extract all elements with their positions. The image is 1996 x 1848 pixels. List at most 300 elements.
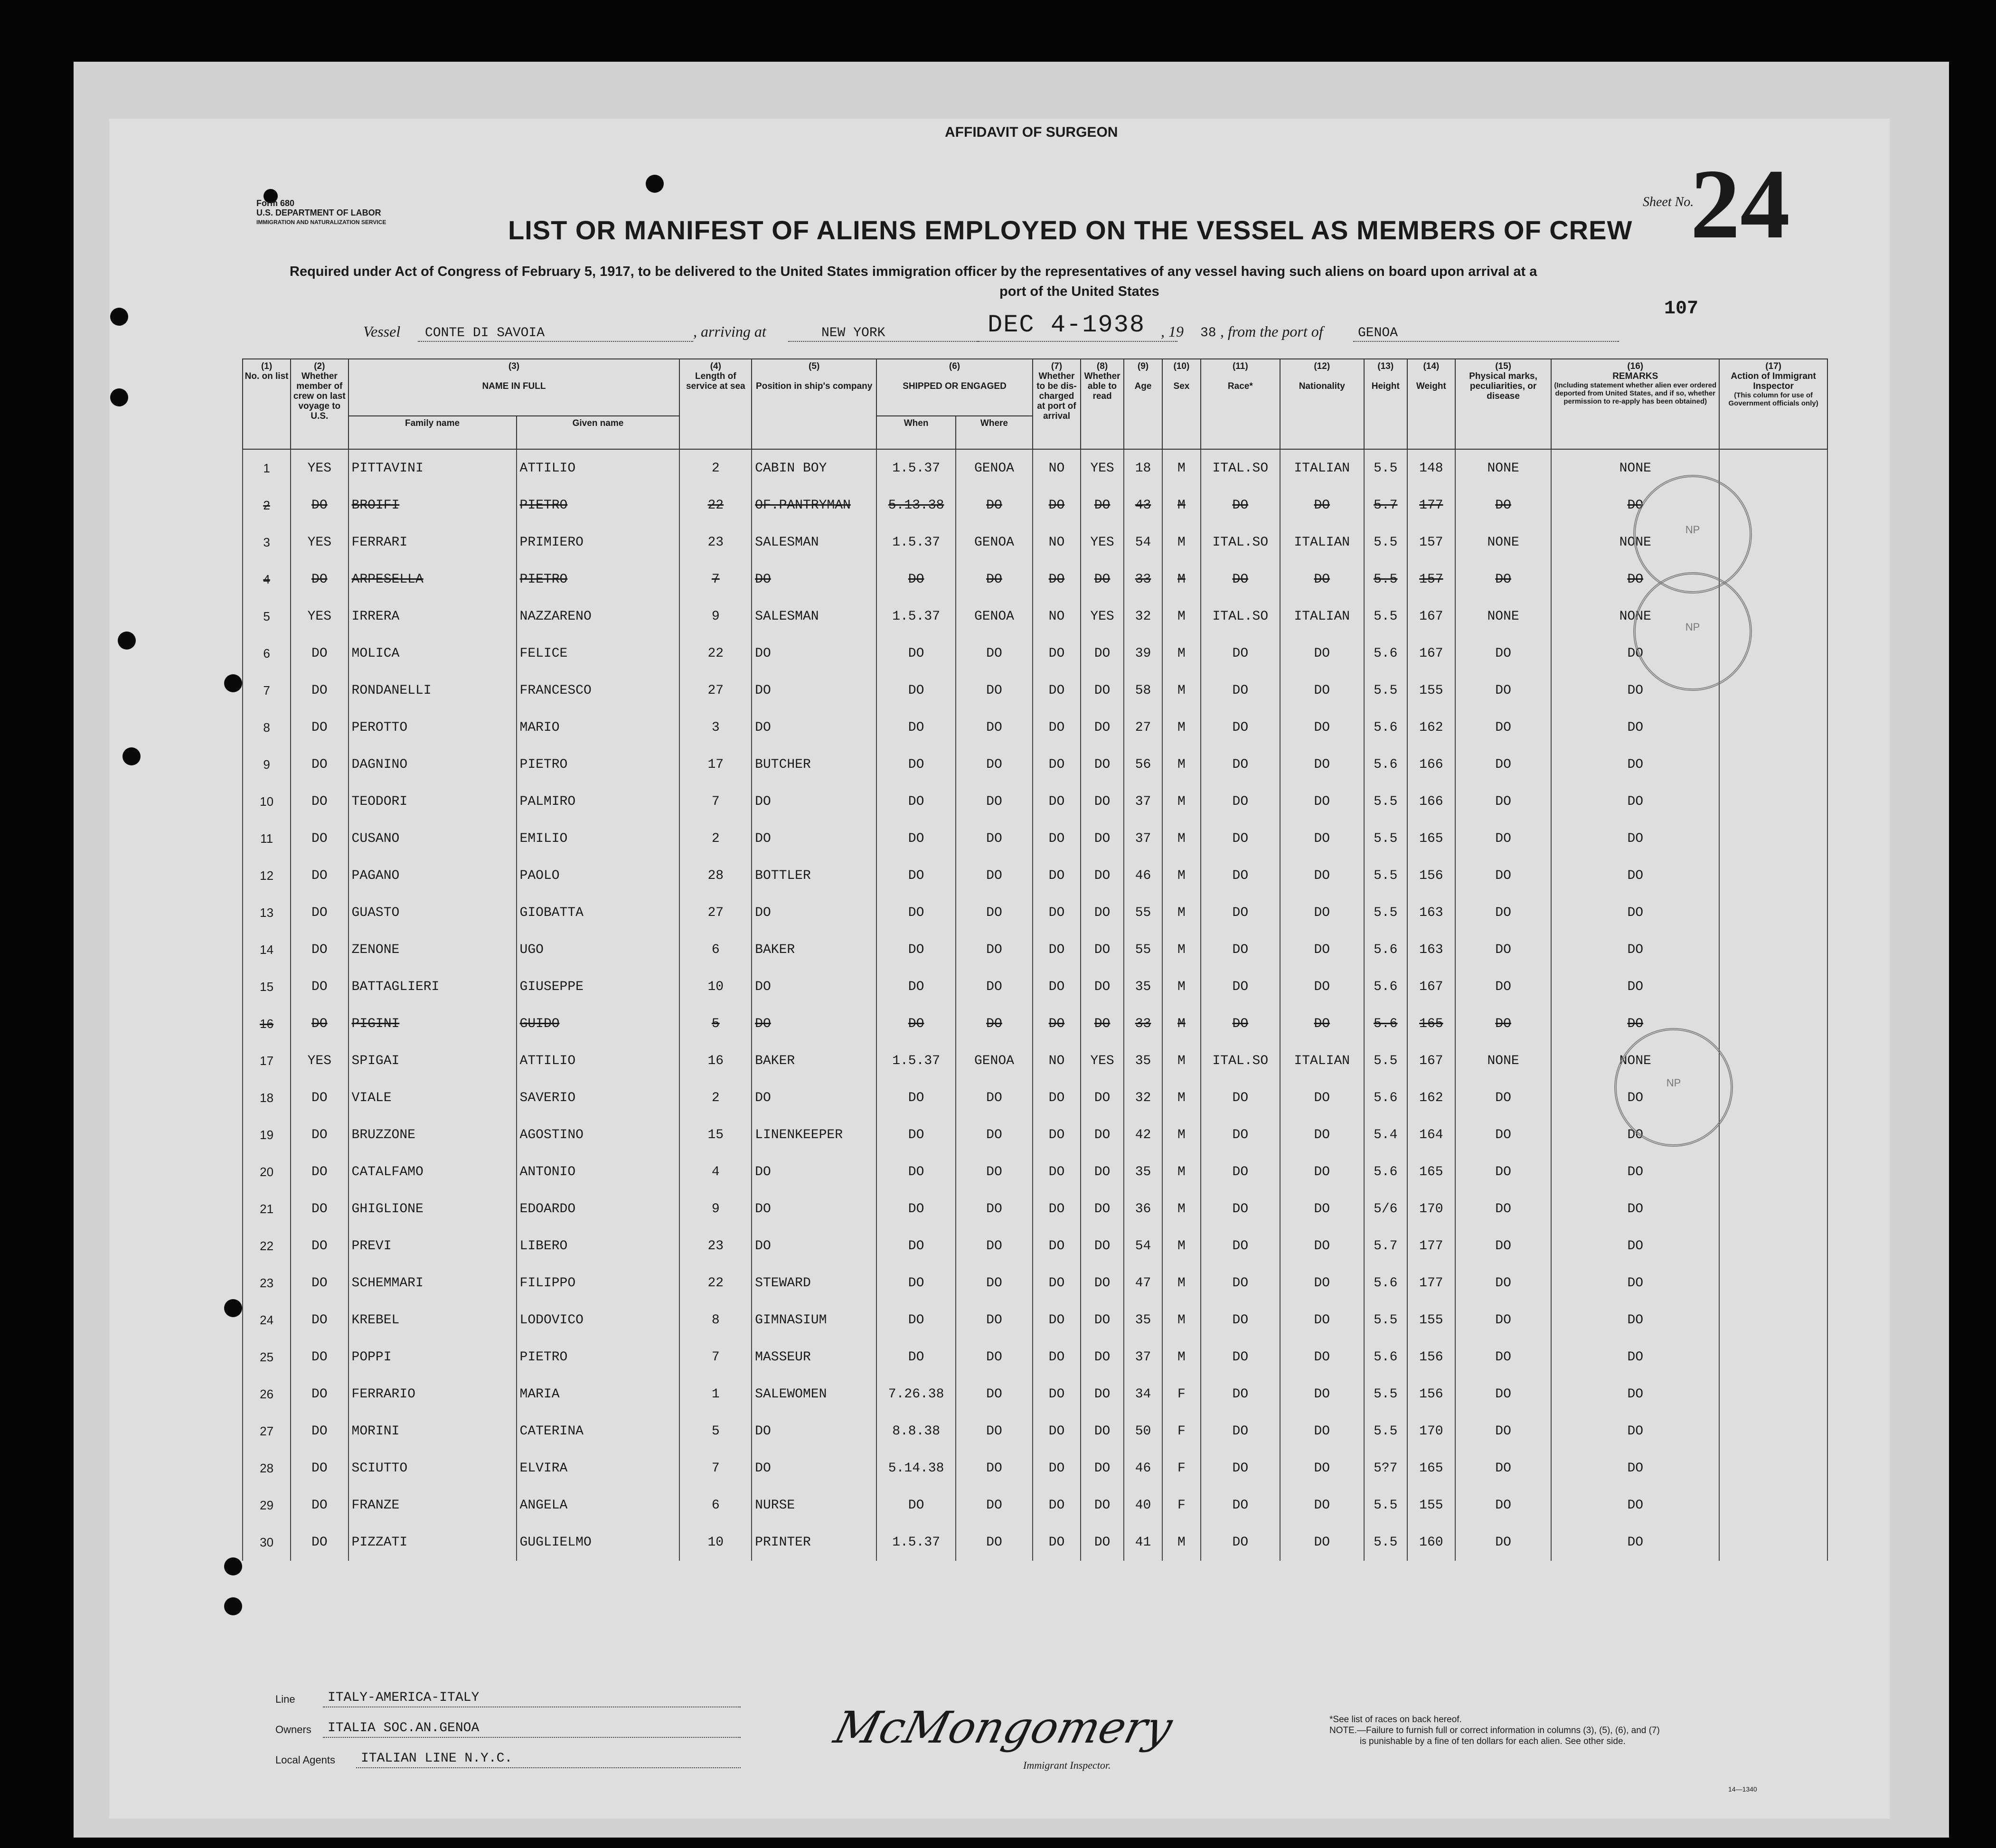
cell-disch: DO	[1033, 1301, 1081, 1339]
cell-where: DO	[956, 783, 1033, 820]
cell-when: DO	[876, 931, 956, 968]
fine-note-1: NOTE.—Failure to furnish full or correct information in columns (3), (5), (6), and (7)	[1329, 1725, 1660, 1735]
col-header-service-length: (4) Length of service at sea	[679, 359, 752, 449]
cell-disch: DO	[1033, 1116, 1081, 1153]
cell-marks: DO	[1455, 783, 1551, 820]
cell-race: DO	[1201, 1264, 1280, 1301]
cell-prev: DO	[291, 857, 348, 894]
subtitle-line-2: port of the United States	[999, 284, 1159, 299]
cell-service: 22	[679, 635, 752, 672]
cell-where: DO	[956, 1116, 1033, 1153]
page-title: LIST OR MANIFEST OF ALIENS EMPLOYED ON THE VESSEL AS MEMBERS OF CREW	[508, 215, 1633, 245]
cell-height: 5.5	[1364, 598, 1407, 635]
table-row	[243, 635, 1827, 672]
cell-race: DO	[1201, 746, 1280, 783]
cell-where: DO	[956, 487, 1033, 524]
cell-weight: 156	[1407, 1339, 1455, 1376]
cell-family: GUASTO	[348, 894, 517, 931]
agents-underline	[356, 1767, 741, 1768]
cell-given: ATTILIO	[517, 1042, 680, 1079]
cell-height: 5.5	[1364, 1487, 1407, 1524]
cell-given: PALMIRO	[517, 783, 680, 820]
cell-nat: DO	[1280, 894, 1364, 931]
vessel-underline	[418, 341, 693, 342]
cell-disch: DO	[1033, 1413, 1081, 1450]
cell-nat: DO	[1280, 857, 1364, 894]
cell-where: DO	[956, 1524, 1033, 1561]
cell-weight: 155	[1407, 672, 1455, 709]
cell-disch: DO	[1033, 1524, 1081, 1561]
cell-family: CUSANO	[348, 820, 517, 857]
cell-nat: DO	[1280, 1376, 1364, 1413]
cell-age: 58	[1124, 672, 1162, 709]
cell-prev: DO	[291, 894, 348, 931]
cell-remarks: DO	[1551, 635, 1719, 672]
cell-service: 10	[679, 968, 752, 1005]
punch-hole	[224, 1597, 242, 1615]
cell-no: 20	[243, 1153, 291, 1190]
table-row	[243, 1376, 1827, 1413]
cell-remarks: DO	[1551, 931, 1719, 968]
cell-nat: DO	[1280, 1450, 1364, 1487]
cell-position: DO	[752, 894, 876, 931]
cell-disch: NO	[1033, 598, 1081, 635]
table-row	[243, 709, 1827, 746]
cell-race: DO	[1201, 968, 1280, 1005]
cell-weight: 155	[1407, 1487, 1455, 1524]
cell-family: PREVI	[348, 1227, 517, 1264]
cell-remarks: DO	[1551, 487, 1719, 524]
cell-weight: 156	[1407, 1376, 1455, 1413]
cell-service: 2	[679, 449, 752, 487]
cell-position: DO	[752, 820, 876, 857]
table-row	[243, 1264, 1827, 1301]
cell-remarks: DO	[1551, 894, 1719, 931]
cell-age: 55	[1124, 931, 1162, 968]
col-header-given-name: Given name	[517, 416, 680, 449]
cell-disch: DO	[1033, 1450, 1081, 1487]
cell-prev: DO	[291, 783, 348, 820]
cell-inspector	[1719, 709, 1827, 746]
cell-position: SALESMAN	[752, 598, 876, 635]
cell-no: 23	[243, 1264, 291, 1301]
cell-disch: DO	[1033, 672, 1081, 709]
cell-service: 22	[679, 487, 752, 524]
cell-weight: 177	[1407, 1227, 1455, 1264]
cell-prev: DO	[291, 1487, 348, 1524]
cell-prev: DO	[291, 1005, 348, 1042]
cell-age: 33	[1124, 1005, 1162, 1042]
inspector-signature: McMongomery	[829, 1702, 1177, 1753]
col-header-shipped: (6) SHIPPED OR ENGAGED	[876, 359, 1033, 416]
cell-no: 15	[243, 968, 291, 1005]
cell-inspector	[1719, 857, 1827, 894]
cell-family: FERRARI	[348, 524, 517, 561]
cell-inspector	[1719, 1264, 1827, 1301]
cell-family: BATTAGLIERI	[348, 968, 517, 1005]
from-port: GENOA	[1358, 326, 1398, 340]
cell-sex: M	[1162, 487, 1201, 524]
cell-given: NAZZARENO	[517, 598, 680, 635]
cell-position: SALESMAN	[752, 524, 876, 561]
cell-height: 5.6	[1364, 746, 1407, 783]
cell-weight: 167	[1407, 635, 1455, 672]
cell-prev: DO	[291, 820, 348, 857]
cell-where: DO	[956, 1005, 1033, 1042]
cell-sex: F	[1162, 1376, 1201, 1413]
cell-read: DO	[1081, 968, 1124, 1005]
cell-service: 9	[679, 598, 752, 635]
cell-age: 34	[1124, 1376, 1162, 1413]
cell-prev: YES	[291, 598, 348, 635]
port-underline	[788, 341, 978, 342]
cell-where: DO	[956, 709, 1033, 746]
cell-read: DO	[1081, 487, 1124, 524]
cell-read: DO	[1081, 894, 1124, 931]
cell-race: DO	[1201, 635, 1280, 672]
cell-read: DO	[1081, 820, 1124, 857]
cell-read: DO	[1081, 1524, 1124, 1561]
cell-disch: DO	[1033, 746, 1081, 783]
cell-family: GHIGLIONE	[348, 1190, 517, 1227]
cell-inspector	[1719, 820, 1827, 857]
cell-marks: DO	[1455, 1339, 1551, 1376]
cell-age: 54	[1124, 524, 1162, 561]
cell-age: 35	[1124, 1153, 1162, 1190]
table-row	[243, 1301, 1827, 1339]
cell-service: 1	[679, 1376, 752, 1413]
cell-marks: DO	[1455, 1005, 1551, 1042]
cell-read: DO	[1081, 1413, 1124, 1450]
cell-read: DO	[1081, 1339, 1124, 1376]
cell-height: 5.5	[1364, 1042, 1407, 1079]
cell-race: DO	[1201, 1153, 1280, 1190]
cell-race: DO	[1201, 820, 1280, 857]
col-header-when: When	[876, 416, 956, 449]
cell-service: 27	[679, 672, 752, 709]
cell-inspector	[1719, 1005, 1827, 1042]
cell-prev: DO	[291, 561, 348, 598]
cell-height: 5/6	[1364, 1190, 1407, 1227]
cell-weight: 155	[1407, 1301, 1455, 1339]
cell-where: DO	[956, 1190, 1033, 1227]
cell-disch: DO	[1033, 1376, 1081, 1413]
cell-remarks: DO	[1551, 561, 1719, 598]
table-row	[243, 1005, 1827, 1042]
cell-no: 25	[243, 1339, 291, 1376]
cell-marks: DO	[1455, 672, 1551, 709]
table-row	[243, 746, 1827, 783]
cell-age: 35	[1124, 1301, 1162, 1339]
cell-when: 8.8.38	[876, 1413, 956, 1450]
cell-sex: M	[1162, 709, 1201, 746]
cell-age: 18	[1124, 449, 1162, 487]
table-row	[243, 1339, 1827, 1376]
cell-family: PAGANO	[348, 857, 517, 894]
cell-prev: YES	[291, 524, 348, 561]
cell-no: 16	[243, 1005, 291, 1042]
cell-age: 54	[1124, 1227, 1162, 1264]
cell-remarks: NONE	[1551, 598, 1719, 635]
cell-read: DO	[1081, 783, 1124, 820]
cell-position: NURSE	[752, 1487, 876, 1524]
table-row	[243, 894, 1827, 931]
cell-inspector	[1719, 746, 1827, 783]
cell-no: 28	[243, 1450, 291, 1487]
cell-nat: DO	[1280, 1153, 1364, 1190]
cell-marks: DO	[1455, 894, 1551, 931]
cell-remarks: DO	[1551, 1524, 1719, 1561]
cell-disch: DO	[1033, 783, 1081, 820]
cell-weight: 165	[1407, 1450, 1455, 1487]
cell-marks: DO	[1455, 746, 1551, 783]
cell-remarks: DO	[1551, 1227, 1719, 1264]
cell-marks: DO	[1455, 968, 1551, 1005]
cell-given: FELICE	[517, 635, 680, 672]
col-header-remarks: (16) REMARKS (Including statement whether alien ever ordered deported from United States, and if so, whether permission to re-apply has been obtained)	[1551, 359, 1719, 449]
cell-when: DO	[876, 746, 956, 783]
cell-read: DO	[1081, 1227, 1124, 1264]
cell-position: DO	[752, 1227, 876, 1264]
cell-race: DO	[1201, 1450, 1280, 1487]
cell-marks: DO	[1455, 1450, 1551, 1487]
table-row	[243, 1190, 1827, 1227]
crew-manifest-table	[242, 358, 1828, 1561]
cell-when: DO	[876, 1079, 956, 1116]
table-header	[243, 359, 1827, 449]
table-row	[243, 931, 1827, 968]
cell-when: DO	[876, 1487, 956, 1524]
cell-where: GENOA	[956, 524, 1033, 561]
table-row	[243, 1116, 1827, 1153]
cell-sex: M	[1162, 672, 1201, 709]
cell-disch: DO	[1033, 968, 1081, 1005]
punch-hole	[118, 632, 136, 650]
cell-remarks: DO	[1551, 1487, 1719, 1524]
cell-inspector	[1719, 1301, 1827, 1339]
cell-no: 24	[243, 1301, 291, 1339]
cell-inspector	[1719, 1524, 1827, 1561]
cell-marks: DO	[1455, 1153, 1551, 1190]
cell-when: DO	[876, 1227, 956, 1264]
cell-given: PRIMIERO	[517, 524, 680, 561]
punch-hole	[122, 747, 141, 765]
table-row	[243, 449, 1827, 487]
cell-nat: DO	[1280, 1413, 1364, 1450]
cell-remarks: NONE	[1551, 449, 1719, 487]
cell-age: 37	[1124, 783, 1162, 820]
sheet-number-label: Sheet No.	[1643, 195, 1694, 209]
cell-family: FRANZE	[348, 1487, 517, 1524]
cell-read: DO	[1081, 1264, 1124, 1301]
col-header-where: Where	[956, 416, 1033, 449]
cell-where: DO	[956, 1301, 1033, 1339]
cell-inspector	[1719, 1153, 1827, 1190]
cell-nat: DO	[1280, 1005, 1364, 1042]
cell-nat: DO	[1280, 561, 1364, 598]
cell-given: GUIDO	[517, 1005, 680, 1042]
cell-remarks: NONE	[1551, 524, 1719, 561]
cell-inspector	[1719, 449, 1827, 487]
footnotes	[1329, 1714, 1804, 1747]
cell-when: DO	[876, 709, 956, 746]
cell-race: DO	[1201, 783, 1280, 820]
cell-sex: M	[1162, 931, 1201, 968]
cell-disch: DO	[1033, 1227, 1081, 1264]
cell-weight: 167	[1407, 968, 1455, 1005]
cell-weight: 177	[1407, 1264, 1455, 1301]
cell-family: MORINI	[348, 1413, 517, 1450]
cell-disch: DO	[1033, 487, 1081, 524]
cell-service: 9	[679, 1190, 752, 1227]
owners-label: Owners	[275, 1724, 311, 1735]
cell-remarks: DO	[1551, 857, 1719, 894]
cell-weight: 148	[1407, 449, 1455, 487]
cell-marks: DO	[1455, 931, 1551, 968]
cell-prev: DO	[291, 931, 348, 968]
table-row	[243, 672, 1827, 709]
cell-height: 5?7	[1364, 1450, 1407, 1487]
cell-when: DO	[876, 672, 956, 709]
cell-read: DO	[1081, 1376, 1124, 1413]
cell-disch: DO	[1033, 561, 1081, 598]
cell-disch: NO	[1033, 524, 1081, 561]
cell-sex: M	[1162, 524, 1201, 561]
cell-height: 5.5	[1364, 894, 1407, 931]
cell-marks: DO	[1455, 709, 1551, 746]
cell-disch: DO	[1033, 709, 1081, 746]
cell-position: DO	[752, 1450, 876, 1487]
cell-race: ITAL.SO	[1201, 1042, 1280, 1079]
cell-when: DO	[876, 1116, 956, 1153]
cell-weight: 160	[1407, 1524, 1455, 1561]
cell-age: 37	[1124, 820, 1162, 857]
cell-height: 5.5	[1364, 820, 1407, 857]
cell-sex: M	[1162, 561, 1201, 598]
cell-marks: DO	[1455, 487, 1551, 524]
cell-inspector	[1719, 1450, 1827, 1487]
cell-weight: 166	[1407, 746, 1455, 783]
cell-read: DO	[1081, 635, 1124, 672]
cell-marks: DO	[1455, 1487, 1551, 1524]
cell-disch: DO	[1033, 1005, 1081, 1042]
cell-weight: 163	[1407, 931, 1455, 968]
cell-age: 35	[1124, 968, 1162, 1005]
cell-family: IRRERA	[348, 598, 517, 635]
cell-weight: 165	[1407, 1005, 1455, 1042]
cell-remarks: DO	[1551, 1376, 1719, 1413]
cell-sex: M	[1162, 1227, 1201, 1264]
cell-height: 5.5	[1364, 783, 1407, 820]
cell-weight: 164	[1407, 1116, 1455, 1153]
cell-family: TEODORI	[348, 783, 517, 820]
cell-race: DO	[1201, 561, 1280, 598]
page-stamp-number: 107	[1664, 298, 1699, 320]
cell-marks: DO	[1455, 1116, 1551, 1153]
col-header-height: (13) Height	[1364, 359, 1407, 449]
cell-no: 2	[243, 487, 291, 524]
table-body	[243, 449, 1827, 1561]
cell-given: ANTONIO	[517, 1153, 680, 1190]
cell-prev: DO	[291, 968, 348, 1005]
cell-no: 4	[243, 561, 291, 598]
cell-family: SPIGAI	[348, 1042, 517, 1079]
cell-when: DO	[876, 857, 956, 894]
cell-inspector	[1719, 1339, 1827, 1376]
cell-inspector	[1719, 1376, 1827, 1413]
cell-race: DO	[1201, 709, 1280, 746]
cell-when: 7.26.38	[876, 1376, 956, 1413]
cell-prev: DO	[291, 1339, 348, 1376]
cell-service: 7	[679, 1450, 752, 1487]
cell-family: ZENONE	[348, 931, 517, 968]
from-port-underline	[1353, 341, 1619, 342]
cell-race: DO	[1201, 931, 1280, 968]
service-name: IMMIGRATION AND NATURALIZATION SERVICE	[256, 219, 386, 226]
consulate-seal: NP	[1633, 572, 1752, 691]
cell-height: 5.5	[1364, 1376, 1407, 1413]
cell-no: 29	[243, 1487, 291, 1524]
cell-height: 5.7	[1364, 1227, 1407, 1264]
cell-position: OF.PANTRYMAN	[752, 487, 876, 524]
cell-read: DO	[1081, 1005, 1124, 1042]
col-header-nationality: (12) Nationality	[1280, 359, 1364, 449]
cell-position: LINENKEEPER	[752, 1116, 876, 1153]
cell-where: DO	[956, 1153, 1033, 1190]
form-number: Form 680	[256, 198, 295, 208]
cell-prev: DO	[291, 1264, 348, 1301]
cell-race: DO	[1201, 1116, 1280, 1153]
cell-given: CATERINA	[517, 1413, 680, 1450]
col-header-no: (1) No. on list	[243, 359, 291, 449]
cell-age: 55	[1124, 894, 1162, 931]
cell-position: DO	[752, 1153, 876, 1190]
cell-where: DO	[956, 561, 1033, 598]
cell-remarks: DO	[1551, 1450, 1719, 1487]
cell-no: 5	[243, 598, 291, 635]
cell-age: 47	[1124, 1264, 1162, 1301]
races-note: *See list of races on back hereof.	[1329, 1715, 1462, 1725]
cell-given: PIETRO	[517, 561, 680, 598]
cell-inspector	[1719, 1042, 1827, 1079]
cell-prev: DO	[291, 487, 348, 524]
cell-given: EMILIO	[517, 820, 680, 857]
cell-service: 6	[679, 931, 752, 968]
cell-nat: DO	[1280, 746, 1364, 783]
cell-family: FERRARIO	[348, 1376, 517, 1413]
cell-sex: M	[1162, 635, 1201, 672]
cell-when: DO	[876, 1005, 956, 1042]
cell-marks: DO	[1455, 1524, 1551, 1561]
cell-race: DO	[1201, 672, 1280, 709]
cell-remarks: DO	[1551, 968, 1719, 1005]
cell-remarks: NONE	[1551, 1042, 1719, 1079]
cell-no: 27	[243, 1413, 291, 1450]
cell-read: DO	[1081, 561, 1124, 598]
cell-prev: DO	[291, 1227, 348, 1264]
cell-position: DO	[752, 709, 876, 746]
cell-marks: DO	[1455, 820, 1551, 857]
cell-read: DO	[1081, 1079, 1124, 1116]
cell-when: DO	[876, 1301, 956, 1339]
cell-age: 43	[1124, 487, 1162, 524]
cell-sex: M	[1162, 820, 1201, 857]
cell-marks: DO	[1455, 1079, 1551, 1116]
cell-where: DO	[956, 857, 1033, 894]
cell-read: YES	[1081, 524, 1124, 561]
cell-height: 5.6	[1364, 1264, 1407, 1301]
cell-given: PAOLO	[517, 857, 680, 894]
